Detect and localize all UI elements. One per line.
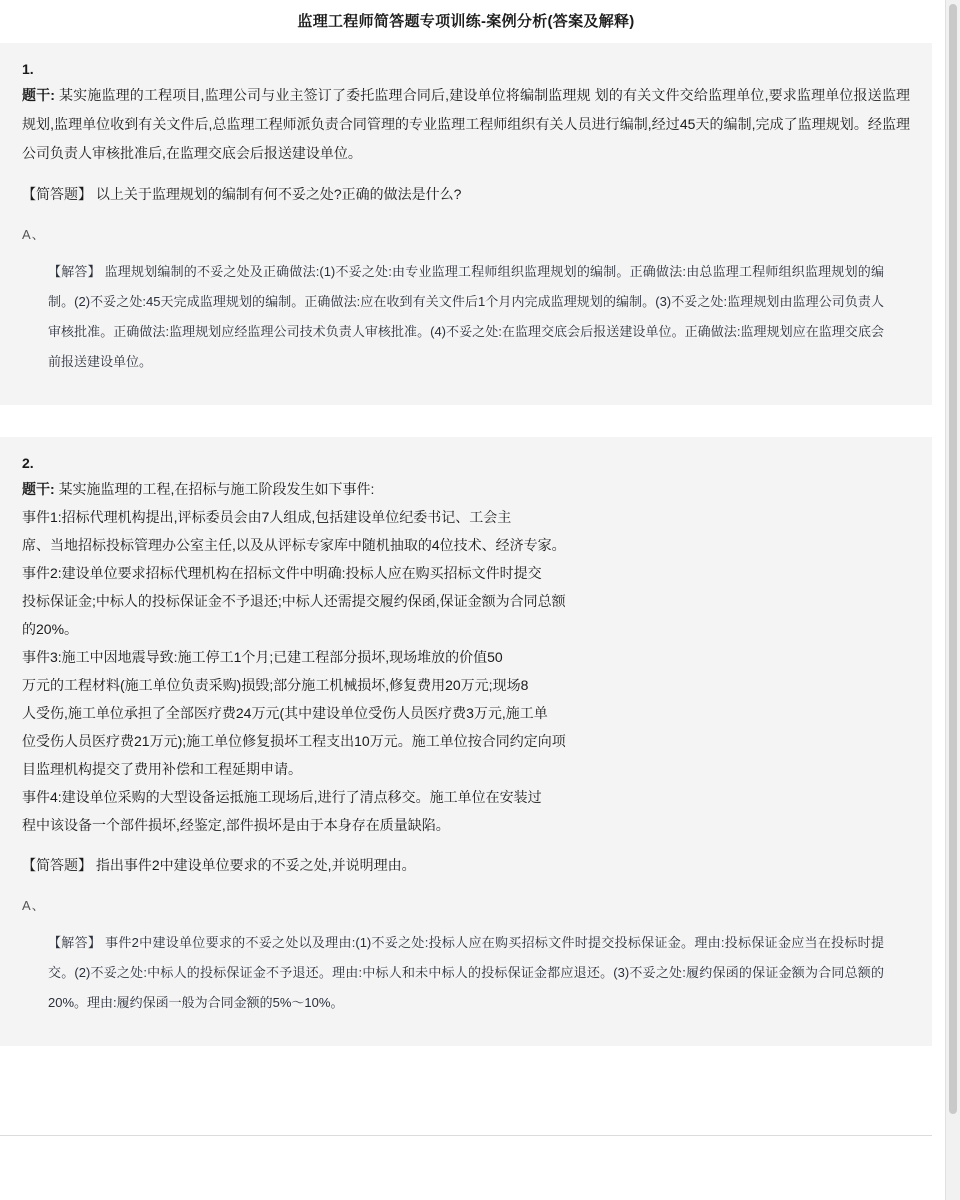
- ask-text: 指出事件2中建设单位要求的不妥之处,并说明理由。: [95, 857, 416, 873]
- answer-marker: A、: [22, 227, 46, 242]
- question-number: 1.: [22, 61, 34, 77]
- answer-marker: A、: [22, 898, 46, 913]
- stem-text: 某实施监理的工程,在招标与施工阶段发生如下事件:: [58, 481, 375, 497]
- bottom-divider: [0, 1135, 932, 1136]
- section-spacer: [0, 405, 932, 437]
- question-ask: [22, 180, 910, 208]
- event-line: 事件1:招标代理机构提出,评标委员会由7人组成,包括建设单位纪委书记、工会主: [22, 509, 512, 525]
- explanation-label: 【解答】: [48, 264, 101, 279]
- event-line: 位受伤人员医疗费21万元);施工单位修复损坏工程支出10万元。施工单位按合同约定向项: [22, 733, 566, 749]
- event-line: 目监理机构提交了费用补偿和工程延期申请。: [22, 761, 302, 777]
- page-title: 监理工程师简答题专项训练-案例分析(答案及解释): [297, 13, 635, 30]
- event-line: 席、当地招标投标管理办公室主任,以及从评标专家库中随机抽取的4位技术、经济专家。: [22, 537, 566, 553]
- event-line: 事件3:施工中因地震导致:施工停工1个月;已建工程部分损坏,现场堆放的价值50: [22, 649, 503, 665]
- explanation-label: 【解答】: [48, 935, 102, 950]
- scrollbar-thumb[interactable]: [949, 4, 957, 1114]
- stem-text: 某实施监理的工程项目,监理公司与业主签订了委托监理合同后,建设单位将编制监理规 划的有关文件交给监理单位,要求监理单位报送监理规划,监理单位收到有关文件后,总监理工程师派负责合同管理的专业监理工程师组织有关人员进行编制,经过45天的编制,完成了监理规划。经监理公司负责人审核批准后,在监理交底会后报送建设单位。: [22, 87, 910, 161]
- stem-label: 题干:: [22, 481, 55, 497]
- explanation: [22, 249, 910, 383]
- question-stem: [22, 475, 910, 503]
- explanation: [22, 920, 910, 1024]
- ask-label: 【简答题】: [22, 857, 92, 873]
- vertical-scrollbar[interactable]: [945, 0, 960, 1200]
- event-line: 事件2:建设单位要求招标代理机构在招标文件中明确:投标人应在购买招标文件时提交: [22, 565, 542, 581]
- event-line: 投标保证金;中标人的投标保证金不予退还;中标人还需提交履约保函,保证金额为合同总额: [22, 593, 566, 609]
- explanation-text: 事件2中建设单位要求的不妥之处以及理由:(1)不妥之处:投标人应在购买招标文件时提交投标保证金。理由:投标保证金应当在投标时提交。(2)不妥之处:中标人的投标保证金不予退还。理由:中标人和未中标人的投标保证金都应退还。(3)不妥之处:履约保函的保证金额为合同总额的20%。理由:履约保函一般为合同金额的5%～10%。: [48, 935, 884, 1010]
- question-block-1: [0, 43, 932, 405]
- event-line: 人受伤,施工单位承担了全部医疗费24万元(其中建设单位受伤人员医疗费3万元,施工单: [22, 705, 548, 721]
- stem-label: 题干:: [22, 87, 55, 103]
- question-ask: [22, 851, 910, 879]
- event-line: 事件4:建设单位采购的大型设备运抵施工现场后,进行了清点移交。施工单位在安装过: [22, 789, 542, 805]
- question-stem: [22, 81, 910, 168]
- explanation-text: 监理规划编制的不妥之处及正确做法:(1)不妥之处:由专业监理工程师组织监理规划的编制。正确做法:由总监理工程师组织监理规划的编制。(2)不妥之处:45天完成监理规划的编制。正确做法:应在收到有关文件后1个月内完成监理规划的编制。(3)不妥之处:监理规划由监理公司负责人审核批准。正确做法:监理规划应经监理公司技术负责人审核批准。(4)不妥之处:在监理交底会后报送建设单位。正确做法:监理规划应在监理交底会前报送建设单位。: [48, 264, 884, 369]
- event-line: 的20%。: [22, 621, 79, 637]
- question-block-2: [0, 437, 932, 1046]
- ask-text: 以上关于监理规划的编制有何不妥之处?正确的做法是什么?: [95, 186, 462, 202]
- event-line: 程中该设备一个部件损坏,经鉴定,部件损坏是由于本身存在质量缺陷。: [22, 817, 450, 833]
- ask-label: 【简答题】: [22, 186, 92, 202]
- question-number: 2.: [22, 455, 34, 471]
- event-line: 万元的工程材料(施工单位负责采购)损毁;部分施工机械损坏,修复费用20万元;现场8: [22, 677, 529, 693]
- bottom-spacer: [0, 1046, 932, 1116]
